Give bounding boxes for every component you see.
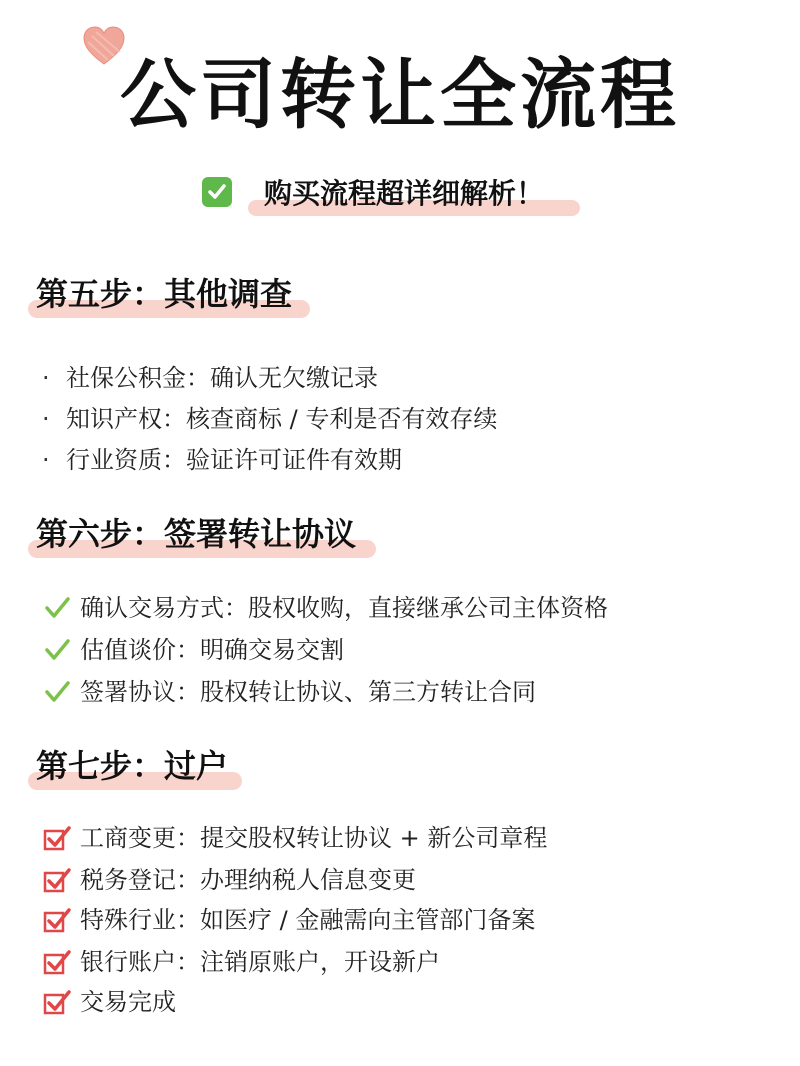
green-check-icon	[42, 677, 72, 707]
subtitle-row	[202, 168, 554, 216]
list-item: 银行账户：注销原账户，开设新户	[42, 942, 440, 982]
list-item: 工商变更：提交股权转让协议 + 新公司章程	[42, 818, 547, 858]
list-item: 估值谈价：明确交易交割	[42, 630, 344, 670]
bullet-dot-icon: ·	[42, 405, 50, 433]
subtitle: 购买流程超详细解析！	[254, 172, 554, 212]
bullet-dot-icon: ·	[42, 364, 50, 392]
checkbox-tick-icon	[42, 823, 72, 853]
list-item: 签署协议：股权转让协议、第三方转让合同	[42, 672, 536, 712]
list-item: 特殊行业：如医疗 / 金融需向主管部门备案	[42, 900, 535, 940]
list-item: · 社保公积金：确认无欠缴记录	[42, 358, 378, 398]
bullet-dot-icon: ·	[42, 446, 50, 474]
list-item: 确认交易方式：股权收购，直接继承公司主体资格	[42, 588, 608, 628]
list-item: 税务登记：办理纳税人信息变更	[42, 860, 416, 900]
section-heading-step7: 第七步：过户	[36, 744, 228, 788]
list-item: 交易完成	[42, 982, 176, 1022]
green-check-icon	[42, 593, 72, 623]
list-item: · 行业资质：验证许可证件有效期	[42, 440, 402, 480]
checkbox-tick-icon	[42, 865, 72, 895]
green-check-icon	[42, 635, 72, 665]
list-item: · 知识产权：核查商标 / 专利是否有效存续	[42, 399, 497, 439]
page-title: 公司转让全流程	[120, 50, 680, 139]
checkbox-tick-icon	[42, 905, 72, 935]
section-heading-step5: 第五步：其他调查	[36, 272, 292, 316]
checkbox-tick-icon	[42, 987, 72, 1017]
checkbox-tick-icon	[42, 947, 72, 977]
check-box-icon	[202, 177, 232, 207]
section-heading-step6: 第六步：签署转让协议	[36, 512, 356, 556]
